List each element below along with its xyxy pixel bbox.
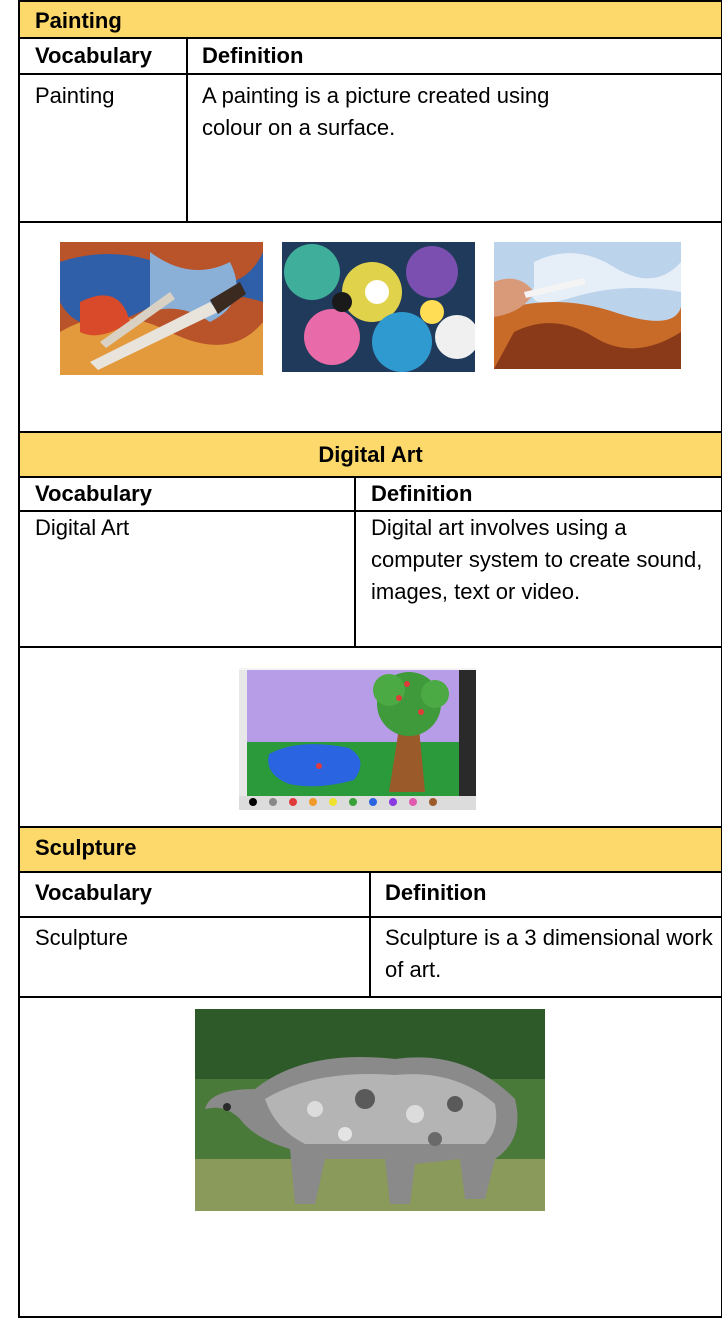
painting-header-row [18, 0, 722, 39]
sculpture-definition-row [18, 918, 722, 998]
painting-title: Painting [35, 8, 122, 33]
paint-brushes-image [60, 242, 263, 375]
painting-term: Painting [35, 83, 115, 108]
painting-vocab-header: Vocabulary [35, 43, 152, 68]
painting-def-header: Definition [202, 43, 304, 68]
digital-art-definition: Digital art involves using a computer system to create sound, images, text or video. [371, 515, 703, 604]
column-divider [369, 918, 371, 996]
vocabulary-document [18, 0, 721, 1320]
digital-art-definition-row [18, 512, 722, 648]
digital-art-header-row [18, 433, 722, 478]
digital-art-vocab-header: Vocabulary [35, 481, 152, 506]
column-divider [186, 75, 188, 221]
column-divider [186, 37, 188, 73]
column-divider [369, 873, 371, 916]
digital-art-column-headers [18, 478, 722, 512]
painting-definition: A painting is a picture created using colour on a surface. [202, 83, 550, 140]
sculpture-vocab-header: Vocabulary [35, 880, 152, 905]
sculpture-def-header: Definition [385, 880, 487, 905]
painting-images-row [18, 223, 722, 433]
digital-art-term: Digital Art [35, 515, 130, 540]
sculpture-header-row [18, 828, 722, 873]
painting-definition-row [18, 75, 722, 223]
computer-paint-program-image [239, 668, 476, 810]
column-divider [354, 478, 356, 510]
sculpture-definition: Sculpture is a 3 dimensional work of art. [385, 925, 713, 982]
metal-bear-sculpture-image [195, 1009, 545, 1211]
digital-art-images-row [18, 648, 722, 828]
fluid-art-image [282, 242, 475, 372]
cotton-bud-painting-image [494, 242, 681, 369]
sculpture-images-row [18, 998, 722, 1318]
column-divider [354, 512, 356, 646]
digital-art-title: Digital Art [318, 442, 423, 467]
painting-column-headers [18, 37, 722, 75]
digital-art-def-header: Definition [371, 481, 473, 506]
sculpture-term: Sculpture [35, 925, 128, 950]
sculpture-title: Sculpture [35, 835, 137, 860]
sculpture-column-headers [18, 873, 722, 918]
